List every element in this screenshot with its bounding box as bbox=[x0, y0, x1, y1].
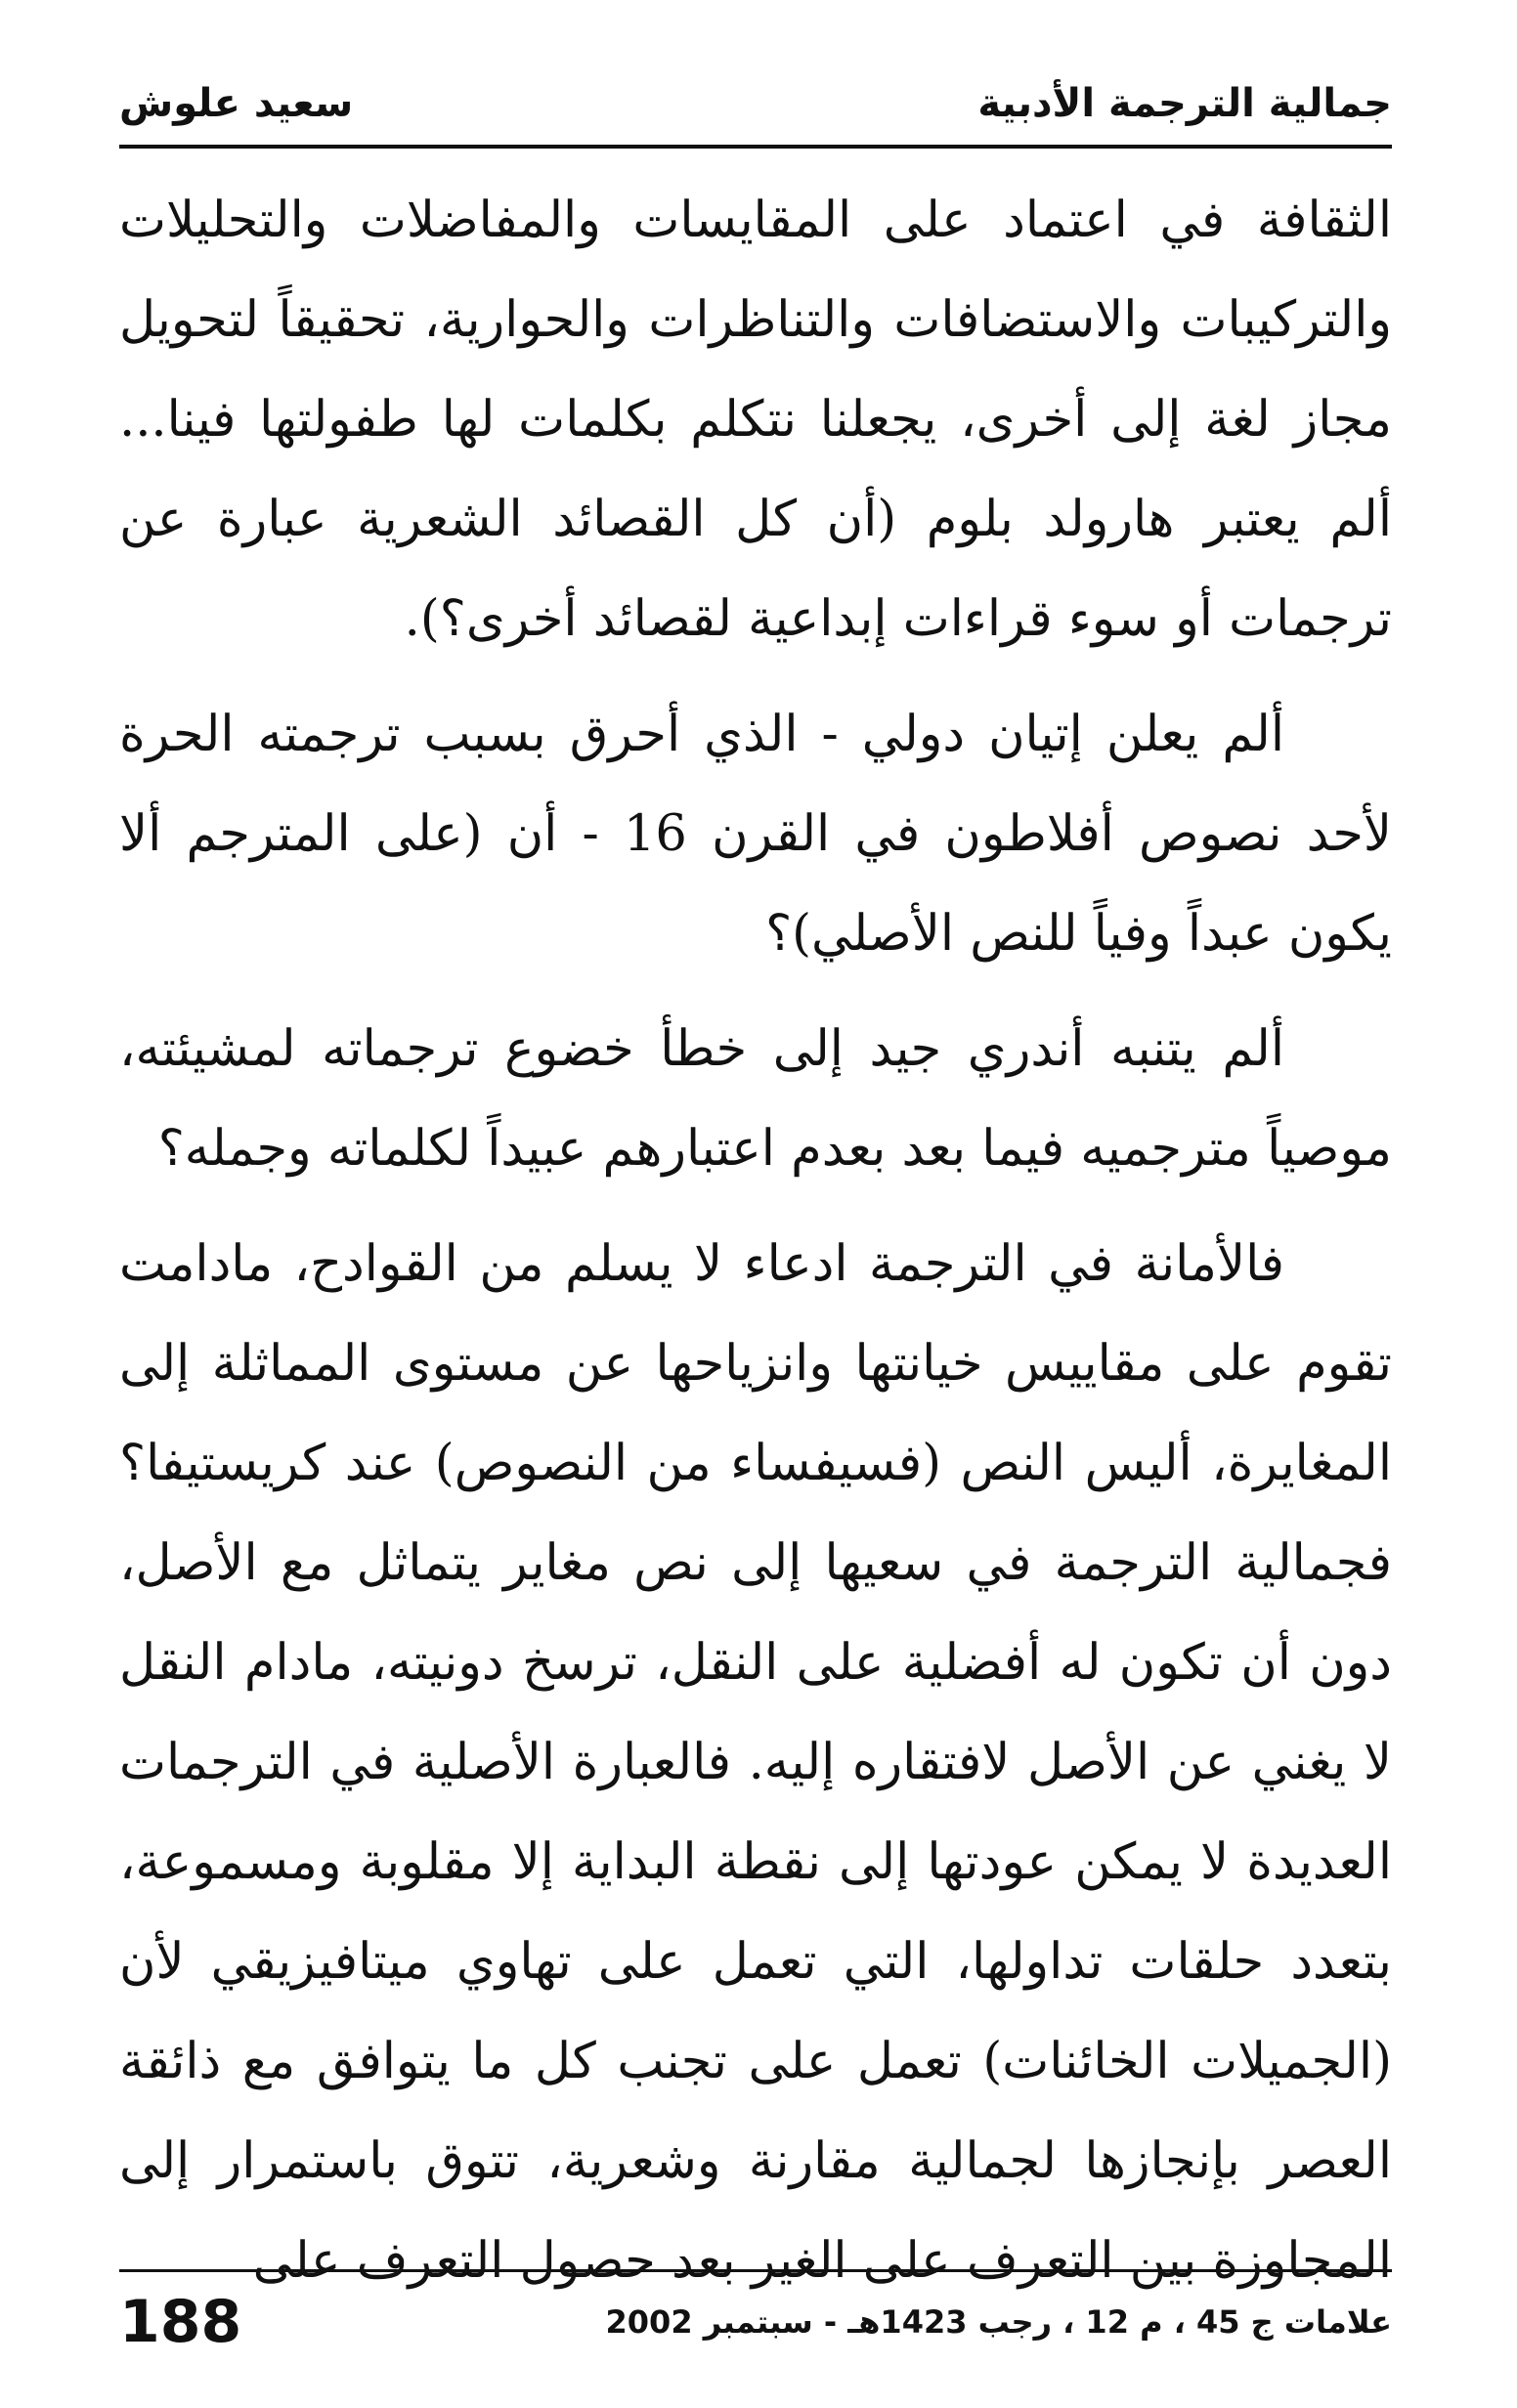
paragraph-3: ألم يتنبه أندري جيد إلى خطأ خضوع ترجماته لمشيئته، موصياً مترجميه فيما بعد بعدم اعتبارهم عبيداً لكلماته وجمله؟ bbox=[119, 1020, 1392, 1178]
author-name: سعيد علوش bbox=[119, 81, 354, 126]
running-head bbox=[119, 61, 1392, 147]
header-divider bbox=[119, 145, 1392, 149]
paragraph-2: ألم يعلن إتيان دولي - الذي أحرق بسبب ترجمته الحرة لأحد نصوص أفلاطون في القرن 16 - أن (على المترجم ألا يكون عبداً وفياً للنص الأصلي)؟ bbox=[119, 706, 1392, 963]
paragraph-1: الثقافة في اعتماد على المقايسات والمفاضلات والتحليلات والتركيبات والاستضافات والتناظرات والحوارية، تحقيقاً لتحويل مجاز لغة إلى أخرى، يجعلنا نتكلم بكلمات لها طفولتها فينا... ألم يعتبر هارولد بلوم (أن كل القصائد الشعرية عبارة عن ترجمات أو سوء قراءات إبداعية لقصائد أخرى؟). bbox=[119, 192, 1392, 648]
journal-reference: علامات ج 45 ، م 12 ، رجب 1423هـ - سبتمبر 2002 bbox=[605, 2303, 1392, 2341]
footer-divider bbox=[119, 2269, 1392, 2272]
paragraph-4: فالأمانة في الترجمة ادعاء لا يسلم من القوادح، مادامت تقوم على مقاييس خيانتها وانزياحها عن مستوى المماثلة إلى المغايرة، أليس النص (فسيفساء من النصوص) عند كريستيفا؟ فجمالية الترجمة في سعيها إلى نص مغاير يتماثل مع الأصل، دون أن تكون له أفضلية على النقل، ترسخ دونيته، مادام النقل لا يغني عن الأصل لافتقاره إليه. فالعبارة الأصلية في الترجمات العديدة لا يمكن عودتها إلى نقطة البداية إلا مقلوبة ومسموعة، بتعدد حلقات تداولها، التي تعمل على تهاوي ميتافيزيقي لأن (الجميلات الخائنات) تعمل على تجنب كل ما يتوافق مع ذائقة العصر بإنجازها لجمالية مقارنة وشعرية، تتوق باستمرار إلى المجاوزة بين التعرف على الغير بعد حصول التعرف على bbox=[119, 1235, 1392, 2290]
body-text bbox=[119, 171, 1392, 2290]
page-footer bbox=[119, 2275, 1392, 2369]
running-title: جمالية الترجمة الأدبية bbox=[977, 81, 1392, 126]
page-number: 188 bbox=[119, 2288, 242, 2356]
